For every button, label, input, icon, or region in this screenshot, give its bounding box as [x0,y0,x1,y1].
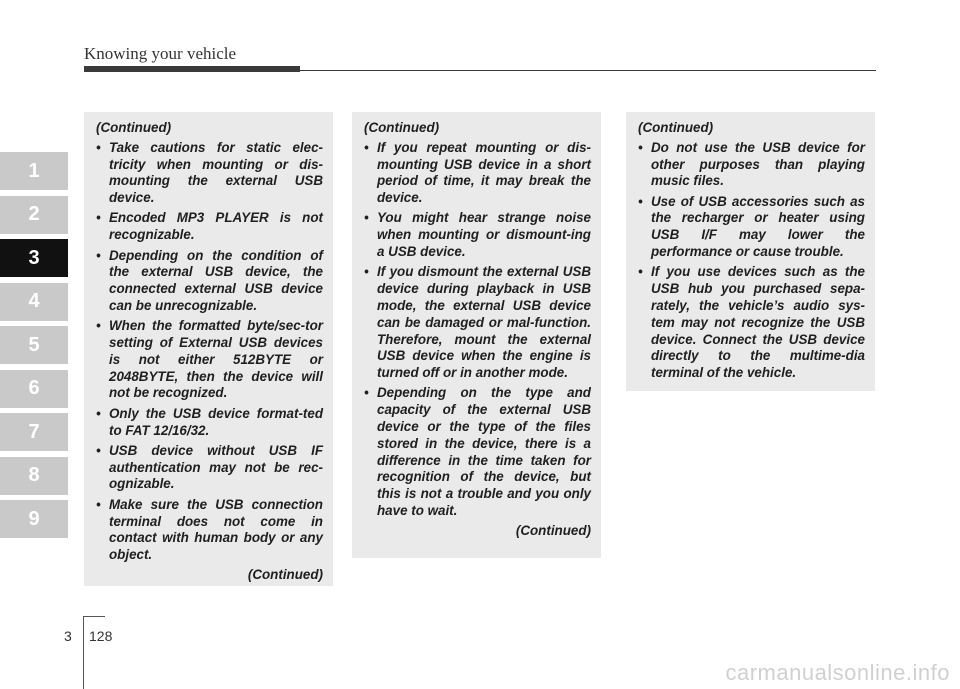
caution-panel-2 [352,112,601,558]
chapter-tabs [0,152,68,544]
caution-item: • Only the USB device format-ted to FAT 12/16/32. [96,406,323,440]
caution-item: • Do not use the USB device for other purposes than playing music files. [638,140,865,190]
continued-trailer: (Continued) [515,523,591,539]
continued-trailer: (Continued) [247,567,323,583]
caution-item: • Use of USB accessories such as the recharger or heater using USB I/F may lower the performance or cause trouble. [638,194,865,261]
caution-item: • Take cautions for static elec-tricity when mounting or dis-mounting the external USB device. [96,140,323,207]
caution-item: • Make sure the USB connection terminal does not come in contact with human body or any object. [96,497,323,564]
header-rule [300,70,876,71]
caution-item: • You might hear strange noise when mounting or dismount-ing a USB device. [364,210,591,260]
header-title: Knowing your vehicle [84,44,237,63]
section-number: 3 [64,628,72,644]
caution-item: • Depending on the type and capacity of the external USB device or the type of the files stored in the device, there is a difference in the time taken for recognition of the device, but this is not a trouble and you only have to wait. [364,385,591,519]
footer-horizontal-rule [83,616,105,617]
chapter-tab-8[interactable]: 8 [0,457,68,495]
chapter-tab-7[interactable]: 7 [0,413,68,451]
caution-list [96,140,323,564]
caution-panel-1 [84,112,333,586]
chapter-tab-6[interactable]: 6 [0,370,68,408]
continued-label: (Continued) [96,120,172,135]
chapter-tab-4[interactable]: 4 [0,283,68,321]
caution-list [638,140,865,382]
chapter-tab-3[interactable]: 3 [0,239,68,277]
chapter-tab-2[interactable]: 2 [0,196,68,234]
caution-item: • If you dismount the external USB device during playback in USB mode, the external USB device can be damaged or mal-function. Therefore, mount the external USB device when the engine is turned off or in another mode. [364,264,591,382]
caution-item: • Depending on the condition of the external USB device, the connected external USB device can be unrecognizable. [96,248,323,315]
caution-item: • When the formatted byte/sec-tor setting of External USB devices is not either 512BYTE or 2048BYTE, then the device will not be recognized. [96,318,323,402]
caution-panel-3 [626,112,875,391]
chapter-tab-5[interactable]: 5 [0,326,68,364]
continued-label: (Continued) [364,120,440,135]
chapter-tab-1[interactable]: 1 [0,152,68,190]
chapter-tab-9[interactable]: 9 [0,500,68,538]
caution-item: • USB device without USB IF authentication may not be rec-ognizable. [96,443,323,493]
footer-vertical-rule [83,616,84,689]
caution-list [364,140,591,520]
watermark: carmanualsonline.info [725,660,950,685]
header-bar [84,66,300,72]
page-number: 128 [89,628,113,644]
caution-item: • If you use devices such as the USB hub you purchased sepa-rately, the vehicle’s audio sys-tem may not recognize the USB device. Connect the USB device directly to the multime-dia terminal of the vehicle. [638,264,865,382]
continued-label: (Continued) [638,120,714,135]
caution-item: • Encoded MP3 PLAYER is not recognizable. [96,210,323,244]
caution-item: • If you repeat mounting or dis-mounting USB device in a short period of time, it may break the device. [364,140,591,207]
